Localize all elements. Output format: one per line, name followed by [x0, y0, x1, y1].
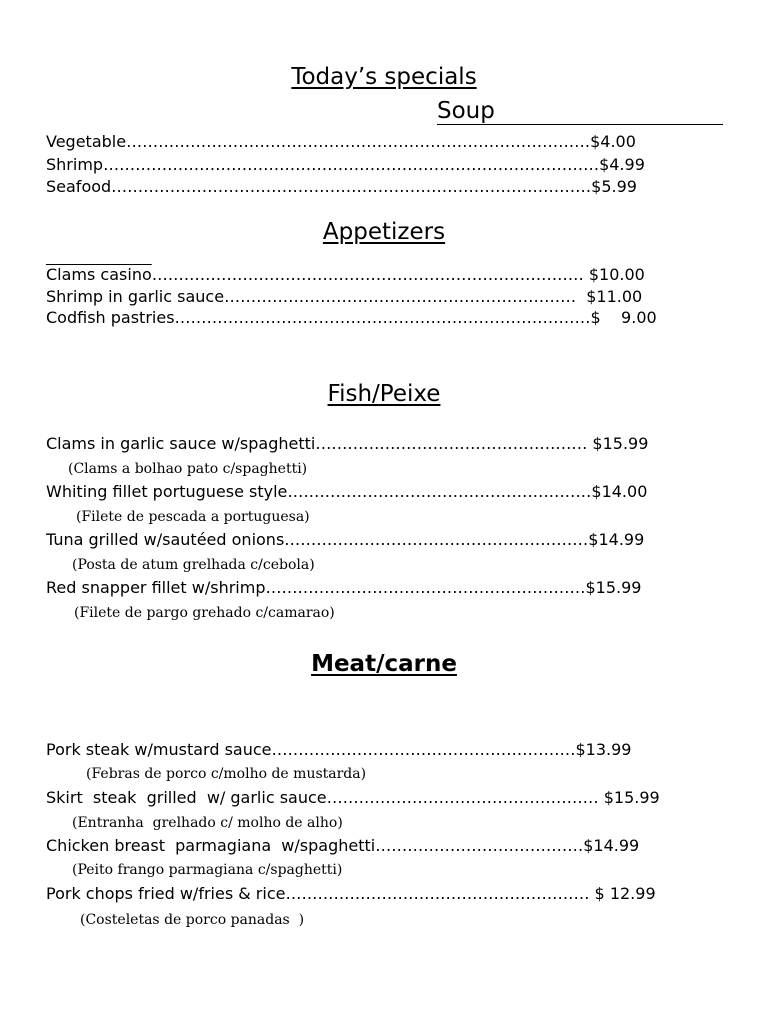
item-name: Skirt steak grilled w/ garlic sauce [46, 788, 327, 807]
menu-item [46, 434, 648, 454]
item-price: $ 9.00 [590, 308, 657, 327]
item-name: Red snapper fillet w/shrimp [46, 578, 266, 597]
item-name: Seafood [46, 177, 112, 196]
leader-dots: ………………………………………………… [284, 530, 589, 549]
item-price: $11.00 [576, 287, 643, 306]
leader-dots: ………………………………………………………………………………… [103, 155, 600, 174]
leader-dots: …………………………………………… [326, 788, 599, 807]
menu-item [46, 132, 636, 152]
item-translation: (Entranha grelhado c/ molho de alho) [72, 815, 343, 831]
leader-dots: ………………………………… [375, 836, 584, 855]
menu-item [46, 788, 660, 808]
leader-dots: …………………………………………………… [265, 578, 586, 597]
item-price: $15.99 [585, 578, 642, 597]
leader-dots: ……………………………………………………………………………… [111, 177, 592, 196]
leader-dots: …………………………………………………………………… [174, 308, 591, 327]
item-price: $14.99 [588, 530, 645, 549]
leader-dots: ………………………………………………… [271, 740, 576, 759]
leader-dots: ………………………………………………………… [224, 287, 577, 306]
page-title: Today’s specials [291, 64, 477, 90]
leader-dots: …………………………………………… [315, 434, 588, 453]
menu-item [46, 265, 645, 285]
menu-item [46, 530, 644, 550]
menu-item [46, 836, 639, 856]
item-price: $5.99 [591, 177, 637, 196]
item-name: Clams casino [46, 265, 152, 284]
item-translation: (Filete de pargo grehado c/camarao) [74, 605, 335, 621]
item-price: $4.00 [590, 132, 636, 151]
item-translation: (Filete de pescada a portuguesa) [76, 509, 310, 525]
menu-item [46, 740, 631, 760]
item-name: Whiting fillet portuguese style [46, 482, 288, 501]
item-name: Pork chops fried w/fries & rice [46, 884, 286, 903]
menu-item [46, 578, 641, 598]
meat-heading: Meat/carne [311, 651, 457, 677]
item-price: $4.99 [599, 155, 645, 174]
leader-dots: ………………………………………………… [287, 482, 592, 501]
soup-heading-rule [437, 124, 723, 125]
menu-item [46, 308, 657, 328]
item-name: Pork steak w/mustard sauce [46, 740, 272, 759]
item-name: Codfish pastries [46, 308, 175, 327]
item-name: Shrimp [46, 155, 104, 174]
item-price: $ 12.99 [589, 884, 656, 903]
item-translation: (Costeletas de porco panadas ) [80, 912, 305, 928]
item-price: $14.00 [591, 482, 648, 501]
menu-item [46, 482, 647, 502]
item-price: $14.99 [583, 836, 640, 855]
item-price: $10.00 [583, 265, 645, 284]
menu-item [46, 177, 637, 197]
leader-dots: ……………………………………………………………………… [151, 265, 584, 284]
item-price: $13.99 [575, 740, 632, 759]
leader-dots: ………………………………………………… [285, 884, 590, 903]
item-name: Clams in garlic sauce w/spaghetti [46, 434, 316, 453]
menu-item [46, 884, 656, 904]
item-price: $15.99 [587, 434, 649, 453]
item-translation: (Posta de atum grelhada c/cebola) [72, 557, 315, 573]
soup-heading: Soup [437, 98, 495, 124]
item-name: Vegetable [46, 132, 127, 151]
item-name: Chicken breast parmagiana w/spaghetti [46, 836, 376, 855]
item-price: $15.99 [598, 788, 660, 807]
menu-item [46, 155, 645, 175]
item-name: Shrimp in garlic sauce [46, 287, 225, 306]
item-translation: (Clams a bolhao pato c/spaghetti) [68, 461, 308, 477]
item-translation: (Febras de porco c/molho de mustarda) [86, 766, 367, 782]
appetizers-heading: Appetizers [322, 219, 446, 245]
item-translation: (Peito frango parmagiana c/spaghetti) [72, 862, 343, 878]
leader-dots: …………………………………………………………………………… [126, 132, 591, 151]
item-name: Tuna grilled w/sautéed onions [46, 530, 285, 549]
fish-heading: Fish/Peixe [327, 381, 441, 407]
menu-item [46, 287, 642, 307]
